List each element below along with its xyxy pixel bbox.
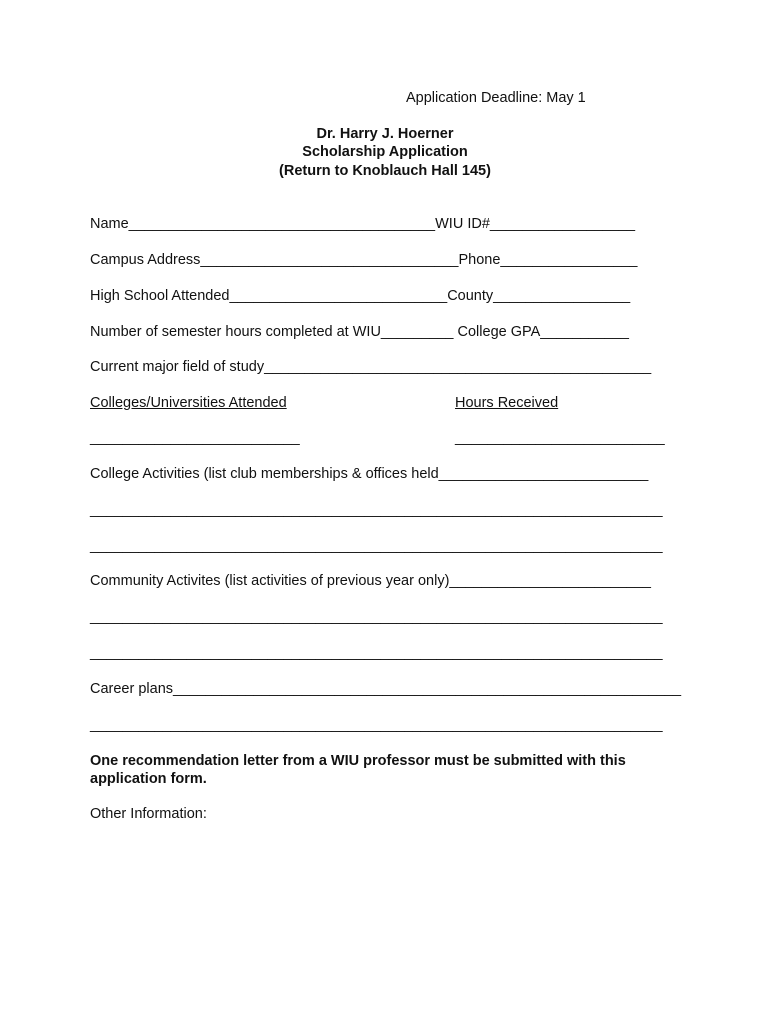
community-activities-field: Community Activites (list activities of previous year only)_________________________ bbox=[90, 573, 651, 589]
semester-hours-gpa-field: Number of semester hours completed at WIU_________ College GPA___________ bbox=[90, 324, 629, 340]
recommendation-notice-line-2: application form. bbox=[90, 771, 207, 787]
form-title-scholarship: Scholarship Application bbox=[302, 144, 468, 160]
college-attended-blank: __________________________ bbox=[90, 430, 300, 446]
name-wiu-id-field: Name______________________________________WIU ID#__________________ bbox=[90, 216, 636, 232]
college-activities-blank-1: _______________________________________________________________________ bbox=[90, 502, 663, 518]
form-title-return-location: (Return to Knoblauch Hall 145) bbox=[279, 163, 491, 179]
career-plans-field: Career plans_______________________________________________________________ bbox=[90, 681, 682, 697]
college-activities-blank-2: _______________________________________________________________________ bbox=[90, 538, 663, 554]
application-deadline: Application Deadline: May 1 bbox=[406, 90, 586, 106]
colleges-attended-heading: Colleges/Universities Attended bbox=[90, 395, 287, 411]
community-activities-blank-1: _______________________________________________________________________ bbox=[90, 609, 663, 625]
major-field-of-study-field: Current major field of study________________________________________________ bbox=[90, 359, 652, 375]
form-title-name: Dr. Harry J. Hoerner bbox=[316, 126, 454, 142]
campus-address-phone-field: Campus Address________________________________Phone_________________ bbox=[90, 252, 638, 268]
other-information-label: Other Information: bbox=[90, 806, 207, 822]
college-activities-field: College Activities (list club memberships & offices held__________________________ bbox=[90, 466, 649, 482]
career-plans-blank-1: _______________________________________________________________________ bbox=[90, 717, 663, 733]
high-school-county-field: High School Attended___________________________County_________________ bbox=[90, 288, 631, 304]
recommendation-notice-line-1: One recommendation letter from a WIU professor must be submitted with this bbox=[90, 753, 626, 769]
community-activities-blank-2: _______________________________________________________________________ bbox=[90, 645, 663, 661]
hours-received-blank: __________________________ bbox=[455, 430, 665, 446]
hours-received-heading: Hours Received bbox=[455, 395, 559, 411]
